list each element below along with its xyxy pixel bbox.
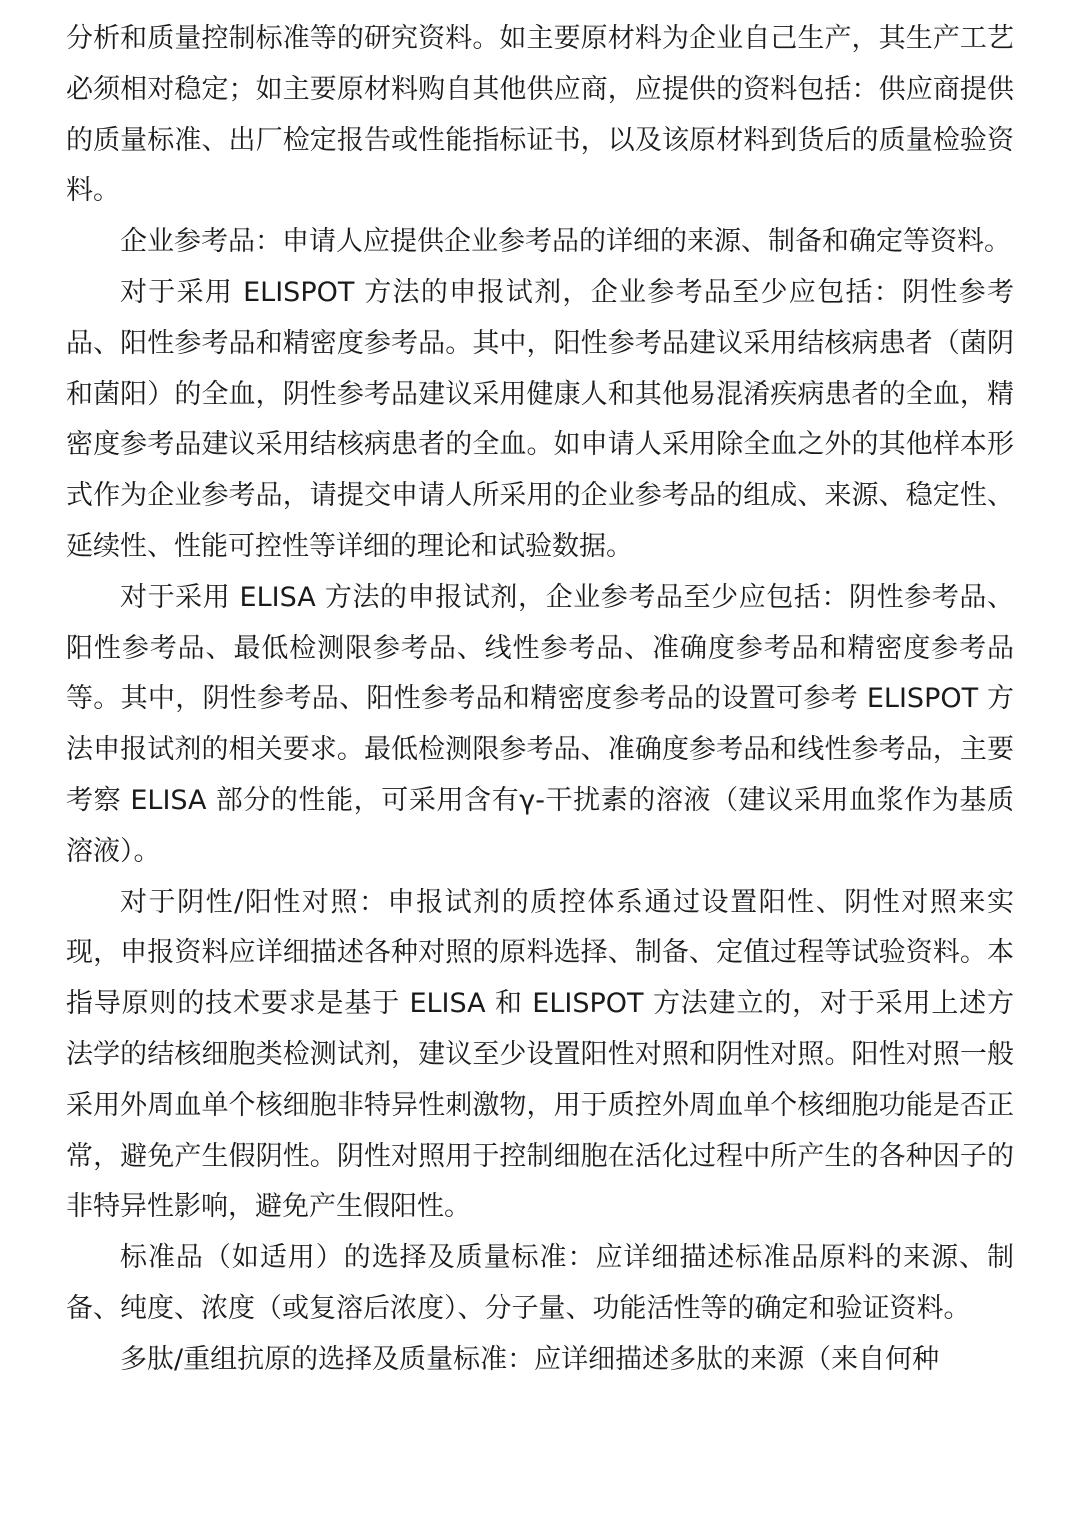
- paragraph-enterprise-reference: 企业参考品：申请人应提供企业参考品的详细的来源、制备和确定等资料。: [120, 226, 1011, 258]
- paragraph-elispot-reference: 对于采用 ELISPOT 方法的申报试剂，企业参考品至少应包括：阴性参考品、阳性参考品和精密度参考品。其中，阳性参考品建议采用结核病患者（菌阴和菌阳）的全血，阴性参考品建议采用健康人和其他易混淆疾病患者的全血，精密度参考品建议采用结核病患者的全血。如申请人采用除全血之外的其他样本形式作为企业参考品，请提交申请人所采用的企业参考品的组成、来源、稳定性、延续性、性能可控性等详细的理论和试验数据。: [66, 276, 1014, 562]
- paragraph-elisa-reference: 对于采用 ELISA 方法的申报试剂，企业参考品至少应包括：阴性参考品、阳性参考品、最低检测限参考品、线性参考品、准确度参考品和精密度参考品等。其中，阴性参考品、阳性参考品和精密度参考品的设置可参考 ELISPOT 方法申报试剂的相关要求。最低检测限参考品、准确度参考品和线性参考品，主要考察 ELISA 部分的性能，可采用含有γ-干扰素的溶液（建议采用血浆作为基质溶液）。: [66, 581, 1014, 867]
- paragraph-raw-material-continued: 分析和质量控制标准等的研究资料。如主要原材料为企业自己生产，其生产工艺必须相对稳定；如主要原材料购自其他供应商，应提供的资料包括：供应商提供的质量标准、出厂检定报告或性能指标证书，以及该原材料到货后的质量检验资料。: [66, 23, 1014, 207]
- paragraph-standard: 标准品（如适用）的选择及质量标准：应详细描述标准品原料的来源、制备、纯度、浓度（或复溶后浓度）、分子量、功能活性等的确定和验证资料。: [66, 1242, 1014, 1324]
- paragraph-controls: 对于阴性/阳性对照：申报试剂的质控体系通过设置阳性、阴性对照来实现，申报资料应详细描述各种对照的原料选择、制备、定值过程等试验资料。本指导原则的技术要求是基于 ELISA 和 ELISPOT 方法建立的，对于采用上述方法学的结核细胞类检测试剂，建议至少设置阳性对照和阴性对照。阳性对照一般采用外周血单个核细胞非特异性刺激物，用于质控外周血单个核细胞功能是否正常，避免产生假阴性。阴性对照用于控制细胞在活化过程中所产生的各种因子的非特异性影响，避免产生假阳性。: [66, 886, 1014, 1223]
- paragraph-peptide-antigen: 多肽/重组抗原的选择及质量标准：应详细描述多肽的来源（来自何种: [120, 1343, 940, 1375]
